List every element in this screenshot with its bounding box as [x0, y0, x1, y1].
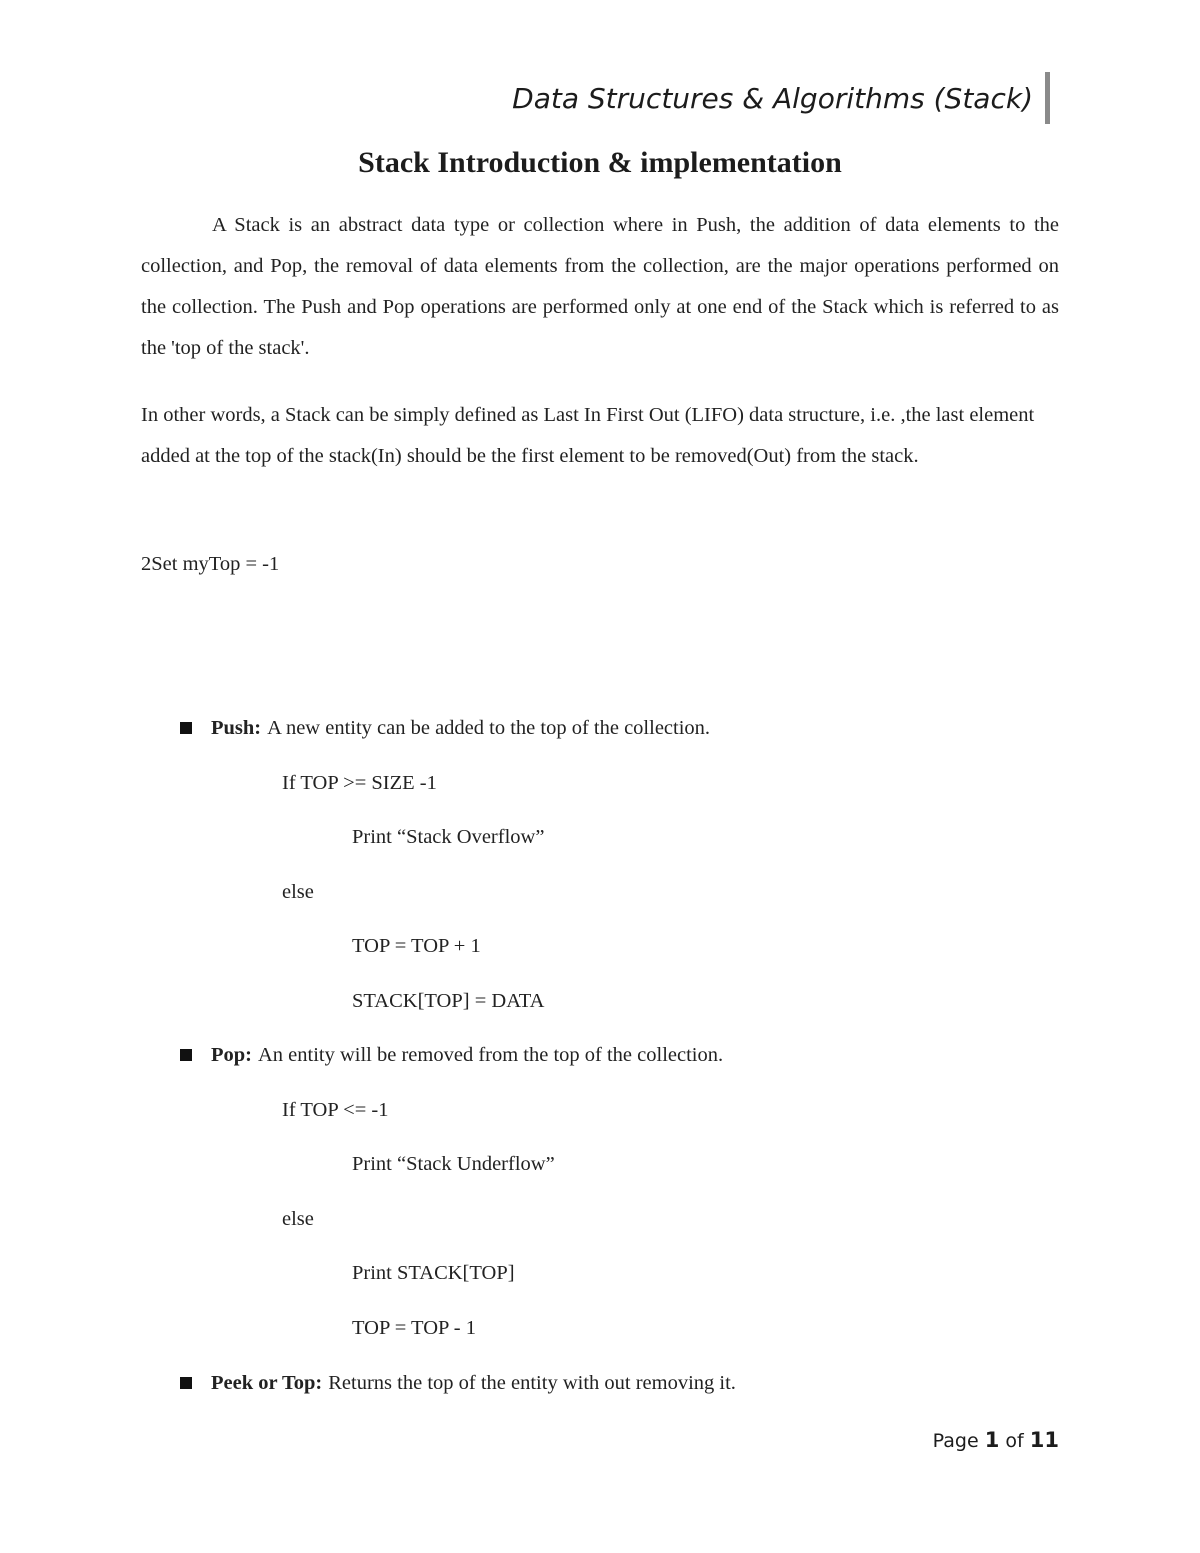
lifo-paragraph: In other words, a Stack can be simply defined as Last In First Out (LIFO) data structure, i.e. ,the last element added at the top of the stack(In) should be the first element to be removed(Out) from the stack. — [141, 404, 1035, 467]
peek-bullet-item — [180, 1369, 736, 1397]
push-code-line: TOP = TOP + 1 — [352, 935, 481, 957]
square-bullet-icon — [180, 1049, 192, 1061]
pop-code-line: If TOP <= -1 — [282, 1099, 389, 1121]
of-label: of — [1005, 1430, 1024, 1452]
pop-code-line: TOP = TOP - 1 — [352, 1317, 476, 1339]
push-description: A new entity can be added to the top of the collection. — [267, 717, 711, 739]
total-pages: 11 — [1029, 1428, 1059, 1452]
square-bullet-icon — [180, 1377, 192, 1389]
push-code-line: else — [282, 881, 314, 903]
document-title: Stack Introduction & implementation — [358, 146, 842, 179]
push-bullet-item — [180, 714, 710, 742]
peek-description: Returns the top of the entity with out removing it. — [328, 1372, 736, 1394]
current-page: 1 — [984, 1428, 1000, 1452]
header-title: Data Structures & Algorithms (Stack) — [512, 81, 1033, 115]
push-code-line: STACK[TOP] = DATA — [352, 990, 545, 1012]
page-number — [933, 1428, 1059, 1452]
page-label: Page — [932, 1430, 979, 1452]
push-label: Push: — [211, 717, 262, 739]
pop-code-line: Print “Stack Underflow” — [352, 1153, 555, 1175]
push-code-line: If TOP >= SIZE -1 — [282, 772, 437, 794]
peek-label: Peek or Top: — [211, 1372, 323, 1394]
push-code-line: Print “Stack Overflow” — [352, 826, 545, 848]
init-line: 2Set myTop = -1 — [141, 553, 280, 575]
square-bullet-icon — [180, 722, 192, 734]
intro-paragraph: A Stack is an abstract data type or collection where in Push, the addition of data elements to the collection, and Pop, the removal of data elements from the collection, are the major operations performed on the collection. The Push and Pop operations are performed only at one end of the Stack which is referred to as the 'top of the stack'. — [141, 214, 1059, 359]
header-rule — [1045, 72, 1050, 124]
pop-code-line: else — [282, 1208, 314, 1230]
pop-label: Pop: — [211, 1044, 252, 1066]
pop-bullet-item — [180, 1041, 723, 1069]
pop-description: An entity will be removed from the top of the collection. — [258, 1044, 724, 1066]
page-header — [512, 72, 1050, 124]
pop-code-line: Print STACK[TOP] — [352, 1262, 515, 1284]
